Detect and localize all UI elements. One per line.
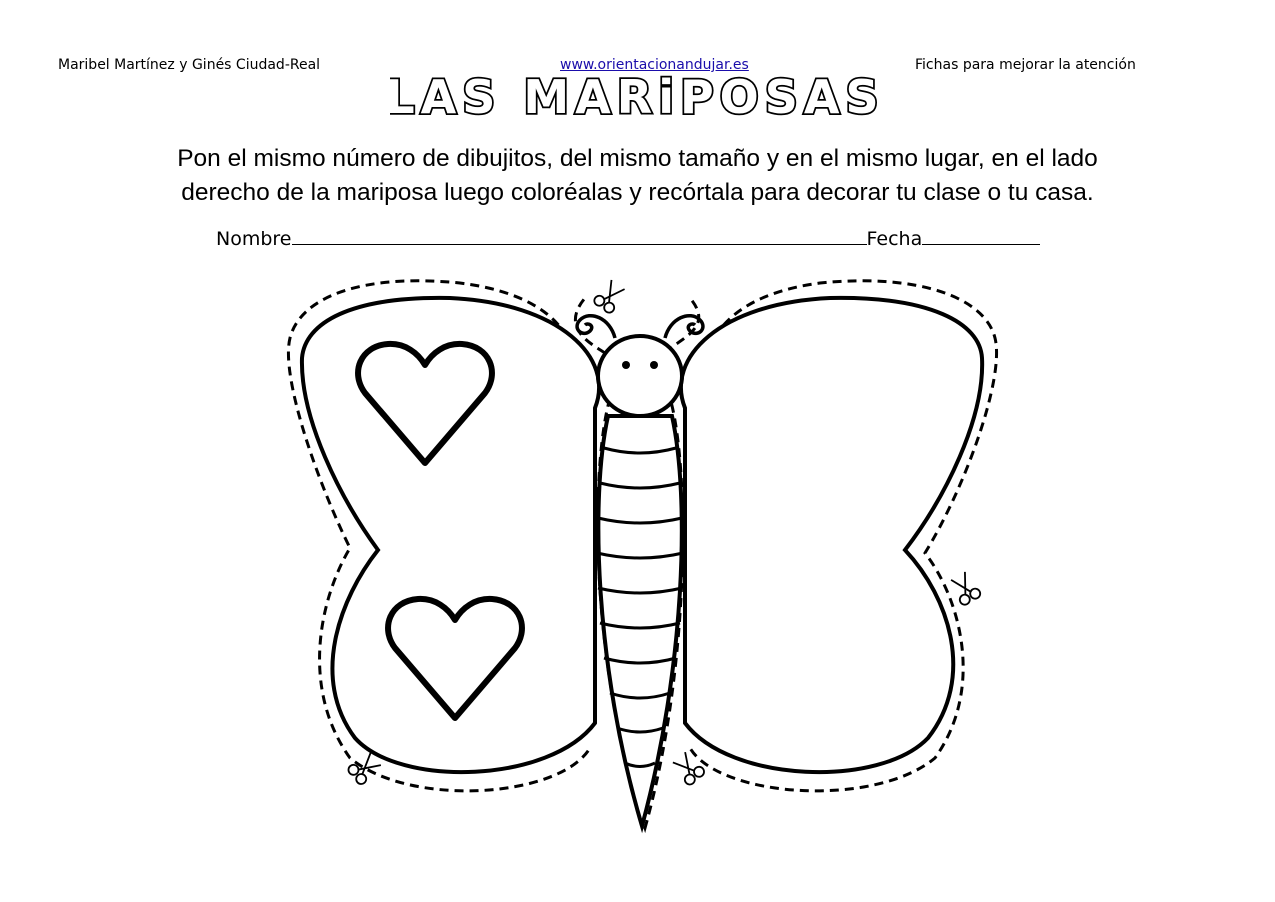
series-text: Fichas para mejorar la atención — [915, 57, 1136, 73]
butterfly-illustration — [260, 268, 1020, 842]
page-title — [390, 72, 880, 124]
form-fields — [216, 226, 1040, 250]
scissors-icon — [948, 570, 982, 606]
website-link[interactable]: www.orientacionandujar.es — [560, 57, 749, 73]
instruction-line-1: Pon el mismo número de dibujitos, del mismo tamaño y en el mismo lugar, en el lado — [177, 145, 1098, 172]
scissors-icon — [592, 278, 627, 314]
scissors-icon — [671, 750, 706, 786]
name-field[interactable] — [292, 226, 867, 245]
authors-text: Maribel Martínez y Ginés Ciudad-Real — [58, 57, 321, 73]
date-label: Fecha — [866, 228, 923, 250]
date-field[interactable] — [922, 226, 1040, 245]
name-label: Nombre — [216, 228, 292, 250]
butterfly-body — [598, 336, 682, 826]
page-title-text: LAS MARiPOSAS — [390, 72, 880, 124]
instruction-line-2: derecho de la mariposa luego coloréalas y recórtala para decorar tu clase o tu casa. — [181, 179, 1094, 206]
